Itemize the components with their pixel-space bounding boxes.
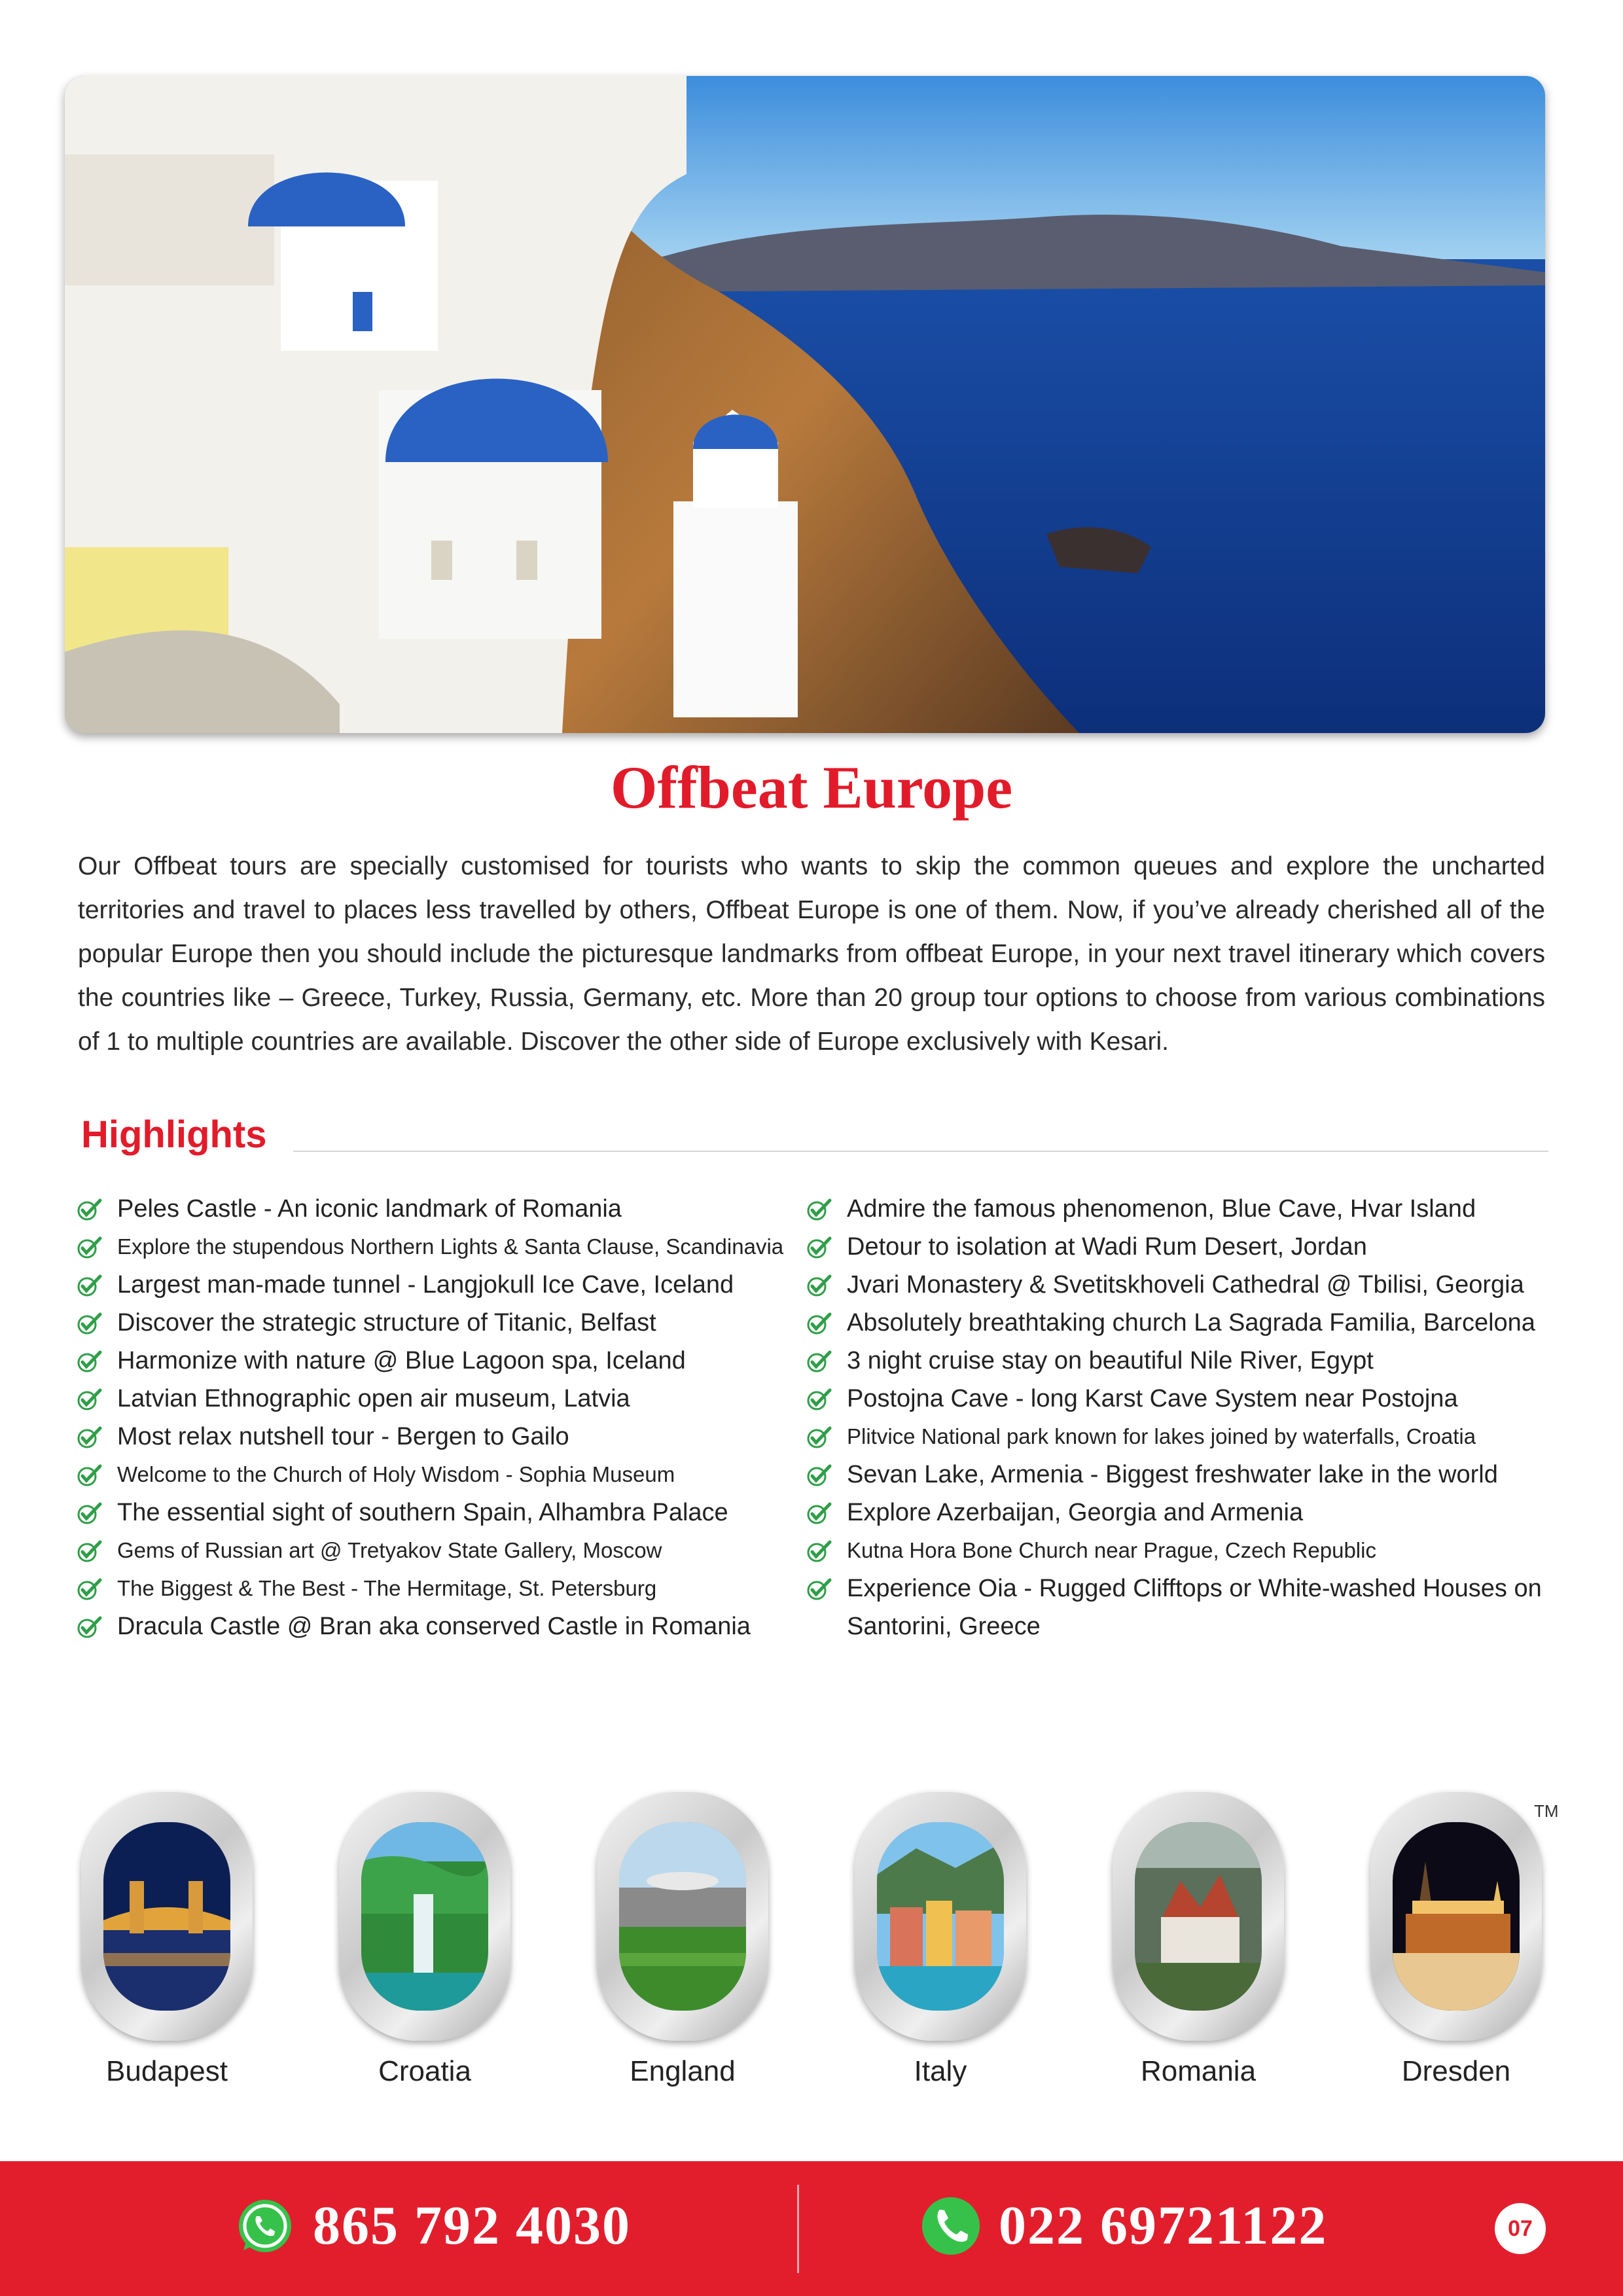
highlight-text: Welcome to the Church of Holy Wisdom - Sophia Museum [117, 1462, 675, 1486]
trademark: TM [1534, 1801, 1559, 1821]
highlight-text: The Biggest & The Best - The Hermitage, St. Petersburg [117, 1576, 657, 1600]
highlight-text: The essential sight of southern Spain, Alhambra Palace [117, 1499, 728, 1526]
destination-dresden [1370, 1792, 1542, 2088]
england-image [619, 1822, 746, 2011]
check-icon [806, 1577, 832, 1601]
whatsapp-number: 865 792 4030 [313, 2195, 631, 2256]
page-title: Offbeat Europe [610, 754, 1013, 821]
highlight-text: Jvari Monastery & Svetitskhoveli Cathedral @ Tbilisi, Georgia [847, 1271, 1524, 1299]
check-icon [806, 1350, 832, 1373]
highlights-left-list [77, 1190, 790, 1645]
highlight-item [806, 1456, 1552, 1494]
croatia-image [361, 1822, 488, 2011]
highlight-item [806, 1570, 1552, 1645]
budapest-image [103, 1822, 230, 2011]
check-icon [77, 1539, 103, 1563]
whatsapp-contact[interactable] [234, 2194, 631, 2257]
check-icon [77, 1198, 103, 1221]
check-icon [77, 1501, 103, 1525]
highlights-right-list [806, 1190, 1552, 1645]
airplane-window-frame [81, 1792, 253, 2041]
check-icon [806, 1426, 832, 1449]
destination-label: Dresden [1401, 2055, 1511, 2087]
phone-icon [920, 2195, 982, 2257]
highlight-text: Absolutely breathtaking church La Sagrada Familia, Barcelona [847, 1309, 1535, 1336]
highlights-divider [293, 1151, 1548, 1152]
check-icon [77, 1236, 103, 1259]
highlight-text: Harmonize with nature @ Blue Lagoon spa, Iceland [117, 1347, 686, 1374]
check-icon [806, 1539, 832, 1563]
check-icon [77, 1426, 103, 1449]
highlight-text: Detour to isolation at Wadi Rum Desert, Jordan [847, 1233, 1367, 1261]
check-icon [77, 1350, 103, 1373]
highlight-item [77, 1304, 790, 1342]
check-icon [806, 1312, 832, 1335]
highlight-item [806, 1342, 1552, 1380]
airplane-window-frame [1370, 1792, 1542, 2041]
phone-number: 022 69721122 [999, 2195, 1328, 2256]
check-icon [77, 1577, 103, 1601]
check-icon [77, 1312, 103, 1335]
highlights-heading: Highlights [81, 1113, 267, 1156]
italy-image [877, 1822, 1004, 2011]
highlight-text: Latvian Ethnographic open air museum, Latvia [117, 1385, 630, 1412]
highlight-item [77, 1607, 790, 1645]
highlight-item [806, 1380, 1552, 1418]
check-icon [806, 1463, 832, 1487]
highlight-item [77, 1494, 790, 1532]
check-icon [806, 1501, 832, 1525]
check-icon [77, 1615, 103, 1639]
highlight-item [77, 1266, 790, 1304]
highlight-text: Discover the strategic structure of Titanic, Belfast [117, 1309, 656, 1336]
highlight-item [806, 1418, 1552, 1456]
highlight-item [77, 1456, 790, 1494]
destination-romania [1113, 1792, 1284, 2088]
destination-label: Budapest [106, 2055, 228, 2087]
destination-label: Croatia [378, 2055, 471, 2087]
destination-label: Romania [1140, 2055, 1257, 2087]
airplane-window-frame [597, 1792, 768, 2041]
highlight-text: Most relax nutshell tour - Bergen to Gailo [117, 1423, 569, 1450]
whatsapp-icon [234, 2195, 296, 2257]
romania-image [1135, 1822, 1262, 2011]
phone-contact[interactable] [920, 2194, 1327, 2257]
airplane-window-frame [1113, 1792, 1284, 2041]
page-number: 07 [1495, 2203, 1546, 2254]
highlight-item [806, 1266, 1552, 1304]
highlight-item [77, 1228, 790, 1266]
dresden-image [1393, 1822, 1520, 2011]
highlight-text: Sevan Lake, Armenia - Biggest freshwater lake in the world [847, 1461, 1498, 1488]
highlight-item [806, 1494, 1552, 1532]
highlight-text: Plitvice National park known for lakes joined by waterfalls, Croatia [847, 1424, 1476, 1448]
highlight-item [77, 1532, 790, 1570]
highlight-text: Kutna Hora Bone Church near Prague, Czech Republic [847, 1538, 1376, 1562]
highlight-text: Admire the famous phenomenon, Blue Cave, Hvar Island [847, 1195, 1476, 1223]
highlight-text: Explore the stupendous Northern Lights & Santa Clause, Scandinavia [117, 1234, 784, 1259]
highlight-item [77, 1570, 790, 1607]
airplane-window-frame [855, 1792, 1026, 2041]
check-icon [77, 1274, 103, 1297]
highlight-text: Experience Oia - Rugged Clifftops or White-washed Houses on Santorini, Greece [847, 1575, 1542, 1640]
highlight-item [77, 1342, 790, 1380]
hero-image [65, 76, 1545, 733]
intro-paragraph: Our Offbeat tours are specially customised for tourists who wants to skip the common queues and explore the uncharted territories and travel to places less travelled by others, Offbeat Europe is one of them. Now, if you’ve already cherished all of the popular Europe then you should include the picturesque landmarks from offbeat Europe, in your next travel itinerary which covers the countries like – Greece, Turkey, Russia, Germany, etc. More than 20 group tour options to choose from various combinations of 1 to multiple countries are available. Discover the other side of Europe exclusively with Kesari. [78, 852, 1545, 1056]
highlight-item [77, 1190, 790, 1228]
footer-divider [797, 2185, 799, 2273]
highlight-text: Explore Azerbaijan, Georgia and Armenia [847, 1499, 1304, 1526]
highlight-item [806, 1228, 1552, 1266]
highlight-item [806, 1304, 1552, 1342]
highlight-item [806, 1532, 1552, 1570]
highlight-text: Dracula Castle @ Bran aka conserved Castle in Romania [117, 1613, 751, 1640]
highlight-text: Peles Castle - An iconic landmark of Romania [117, 1195, 622, 1223]
highlight-text: 3 night cruise stay on beautiful Nile River, Egypt [847, 1347, 1374, 1374]
check-icon [806, 1274, 832, 1297]
destination-england [597, 1792, 768, 2088]
airplane-window-frame [339, 1792, 510, 2041]
check-icon [806, 1388, 832, 1411]
destination-label: Italy [914, 2055, 967, 2087]
highlight-item [77, 1380, 790, 1418]
destination-budapest [81, 1792, 253, 2088]
highlight-text: Postojna Cave - long Karst Cave System near Postojna [847, 1385, 1458, 1412]
highlight-item [77, 1418, 790, 1456]
destination-italy [855, 1792, 1026, 2088]
highlight-text: Gems of Russian art @ Tretyakov State Gallery, Moscow [117, 1538, 662, 1562]
check-icon [77, 1388, 103, 1411]
highlight-item [806, 1190, 1552, 1228]
destination-label: England [630, 2055, 736, 2087]
check-icon [77, 1463, 103, 1487]
check-icon [806, 1198, 832, 1221]
destination-croatia [339, 1792, 510, 2088]
check-icon [806, 1236, 832, 1259]
highlight-text: Largest man-made tunnel - Langjokull Ice Cave, Iceland [117, 1271, 734, 1299]
